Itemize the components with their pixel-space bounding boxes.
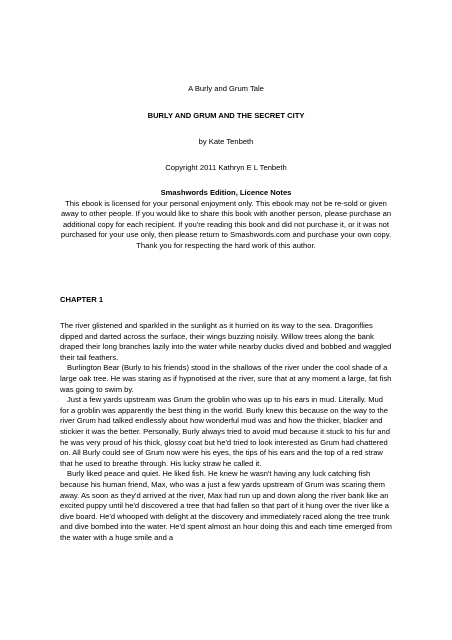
book-title: BURLY AND GRUM AND THE SECRET CITY	[147, 111, 305, 120]
series-line: A Burly and Grum Tale	[188, 84, 264, 93]
copyright-line: Copyright 2011 Kathryn E L Tenbeth	[165, 163, 287, 172]
paragraph-2: Burlington Bear (Burly to his friends) stood in the shallows of the river under the cool shade of a large oak tree. He was staring as if hypnotised at the river, sure that at any moment a large, fat fish was going to swim by.	[60, 363, 392, 394]
paragraph-3: Just a few yards upstream was Grum the groblin who was up to his ears in mud. Literally. Mud for a groblin was apparently the best thing in the world. Burly knew this because on the way to the river Grum had talked endlessly about how wonderful mud was and how the thicker, blacker and stickier it was the better. Personally, Burly always tried to avoid mud because it stuck to his fur and he was very proud of his thick, glossy coat but he'd tried to look interested as Grum had chattered on. All Burly could see of Grum now were his eyes, the tips of his ears and the top of a red straw that he used to breathe through. His lucky straw he called it.	[60, 395, 390, 468]
chapter-body	[60, 321, 392, 543]
chapter-heading: CHAPTER 1	[60, 295, 104, 304]
author-line: by Kate Tenbeth	[198, 137, 254, 146]
paragraph-1: The river glistened and sparkled in the sunlight as it hurried on its way to the sea. Dragonflies dipped and darted across the surface, their wings buzzing noisily. Willow trees along the bank draped their long branches lazily into the water while nearby ducks dived and bobbed and waggled their tail feathers.	[60, 321, 392, 362]
licence-text: This ebook is licensed for your personal enjoyment only. This ebook may not be re-sold or given away to other people. If you would like to share this book with another person, please purchase an additional copy for each recipient. If you're reading this book and did not purchase it, or it was not purchased for your use only, then please return to Smashwords.com and purchase your own copy. Thank you for respecting the hard work of this author.	[60, 198, 392, 250]
licence-heading: Smashwords Edition, Licence Notes	[160, 188, 292, 197]
licence-notes	[60, 188, 392, 252]
paragraph-4: Burly liked peace and quiet. He liked fish. He knew he wasn't having any luck catching fish because his human friend, Max, who was a just a few yards upstream of Grum was scaring them away. As soon as they'd arrived at the river, Max had run up and down along the river bank like an excited puppy until he'd discovered a tree that had fallen so that part of it hung over the river like a dive board. He'd whooped with delight at the discovery and immediately raced along the tree trunk and dive bombed into the water. He'd spent almost an hour doing this and each time emerged from the water with a huge smile and a	[60, 469, 392, 542]
